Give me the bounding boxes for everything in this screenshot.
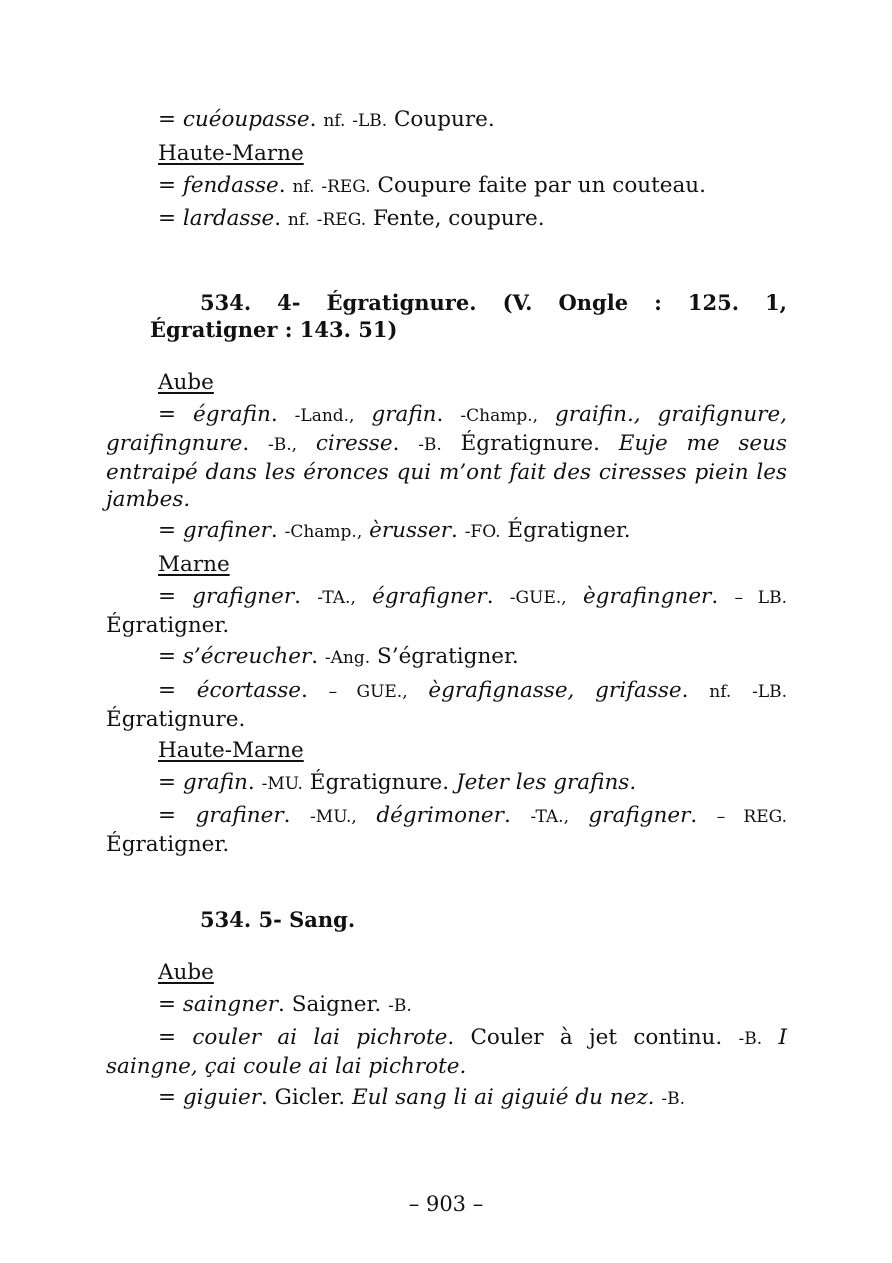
region-label: Haute-Marne: [158, 141, 304, 166]
entry-lardasse: = lardasse. nf. -REG. Fente, coupure.: [158, 206, 545, 231]
section-heading: 534. 4- Égratignure. (V. Ongle : 125. 1, Égratigner : 143. 51): [150, 290, 787, 342]
section-sang: [106, 959, 787, 1113]
entry-couler: = couler ai lai pichrote. Couler à jet continu. -B. I saingne, çai coule ai lai pichrote.: [106, 1025, 787, 1079]
entry-secreucher: = s’écreucher. -Ang. S’égratigner.: [158, 644, 519, 669]
region-label: Haute-Marne: [158, 738, 304, 763]
page-number: – 903 –: [408, 1192, 484, 1216]
entry-egrafin: = égrafin. -Land., grafin. -Champ., graifin., graifignure, graifingnure. -B., ciresse. -B. Égratignure. Euje me seus entraipé dans les éronces qui m’ont fait des ciresses piein les jambes.: [106, 402, 788, 512]
entry-fendasse: = fendasse. nf. -REG. Coupure faite par un couteau.: [158, 173, 706, 198]
region-label: Marne: [158, 552, 230, 577]
entry-giguier: = giguier. Gicler. Eul sang li ai giguié du nez. -B.: [158, 1085, 685, 1110]
entry-grafiner-hm: = grafiner. -MU., dégrimoner. -TA., grafigner. – REG. Égratigner.: [106, 803, 787, 857]
entry-saingner: = saingner. Saigner. -B.: [158, 992, 412, 1017]
entry-cueoupasse: = cuéoupasse. nf. -LB. Coupure.: [158, 107, 495, 132]
entry-grafiner: = grafiner. -Champ., èrusser. -FO. Égratigner.: [158, 518, 631, 543]
top-entries: [106, 106, 787, 234]
entry-grafin: = grafin. -MU. Égratignure. Jeter les grafins.: [158, 770, 637, 795]
region-label: Aube: [158, 960, 214, 985]
region-label: Aube: [158, 370, 214, 395]
entry-ecortasse: = écortasse. – GUE., ègrafignasse, grifasse. nf. -LB. Égratignure.: [106, 678, 788, 732]
entry-grafigner: = grafigner. -TA., égrafigner. -GUE., ègrafingner. – LB. Égratigner.: [106, 584, 787, 638]
section-egratignure: [106, 369, 787, 858]
section-heading: 534. 5- Sang.: [200, 907, 356, 932]
